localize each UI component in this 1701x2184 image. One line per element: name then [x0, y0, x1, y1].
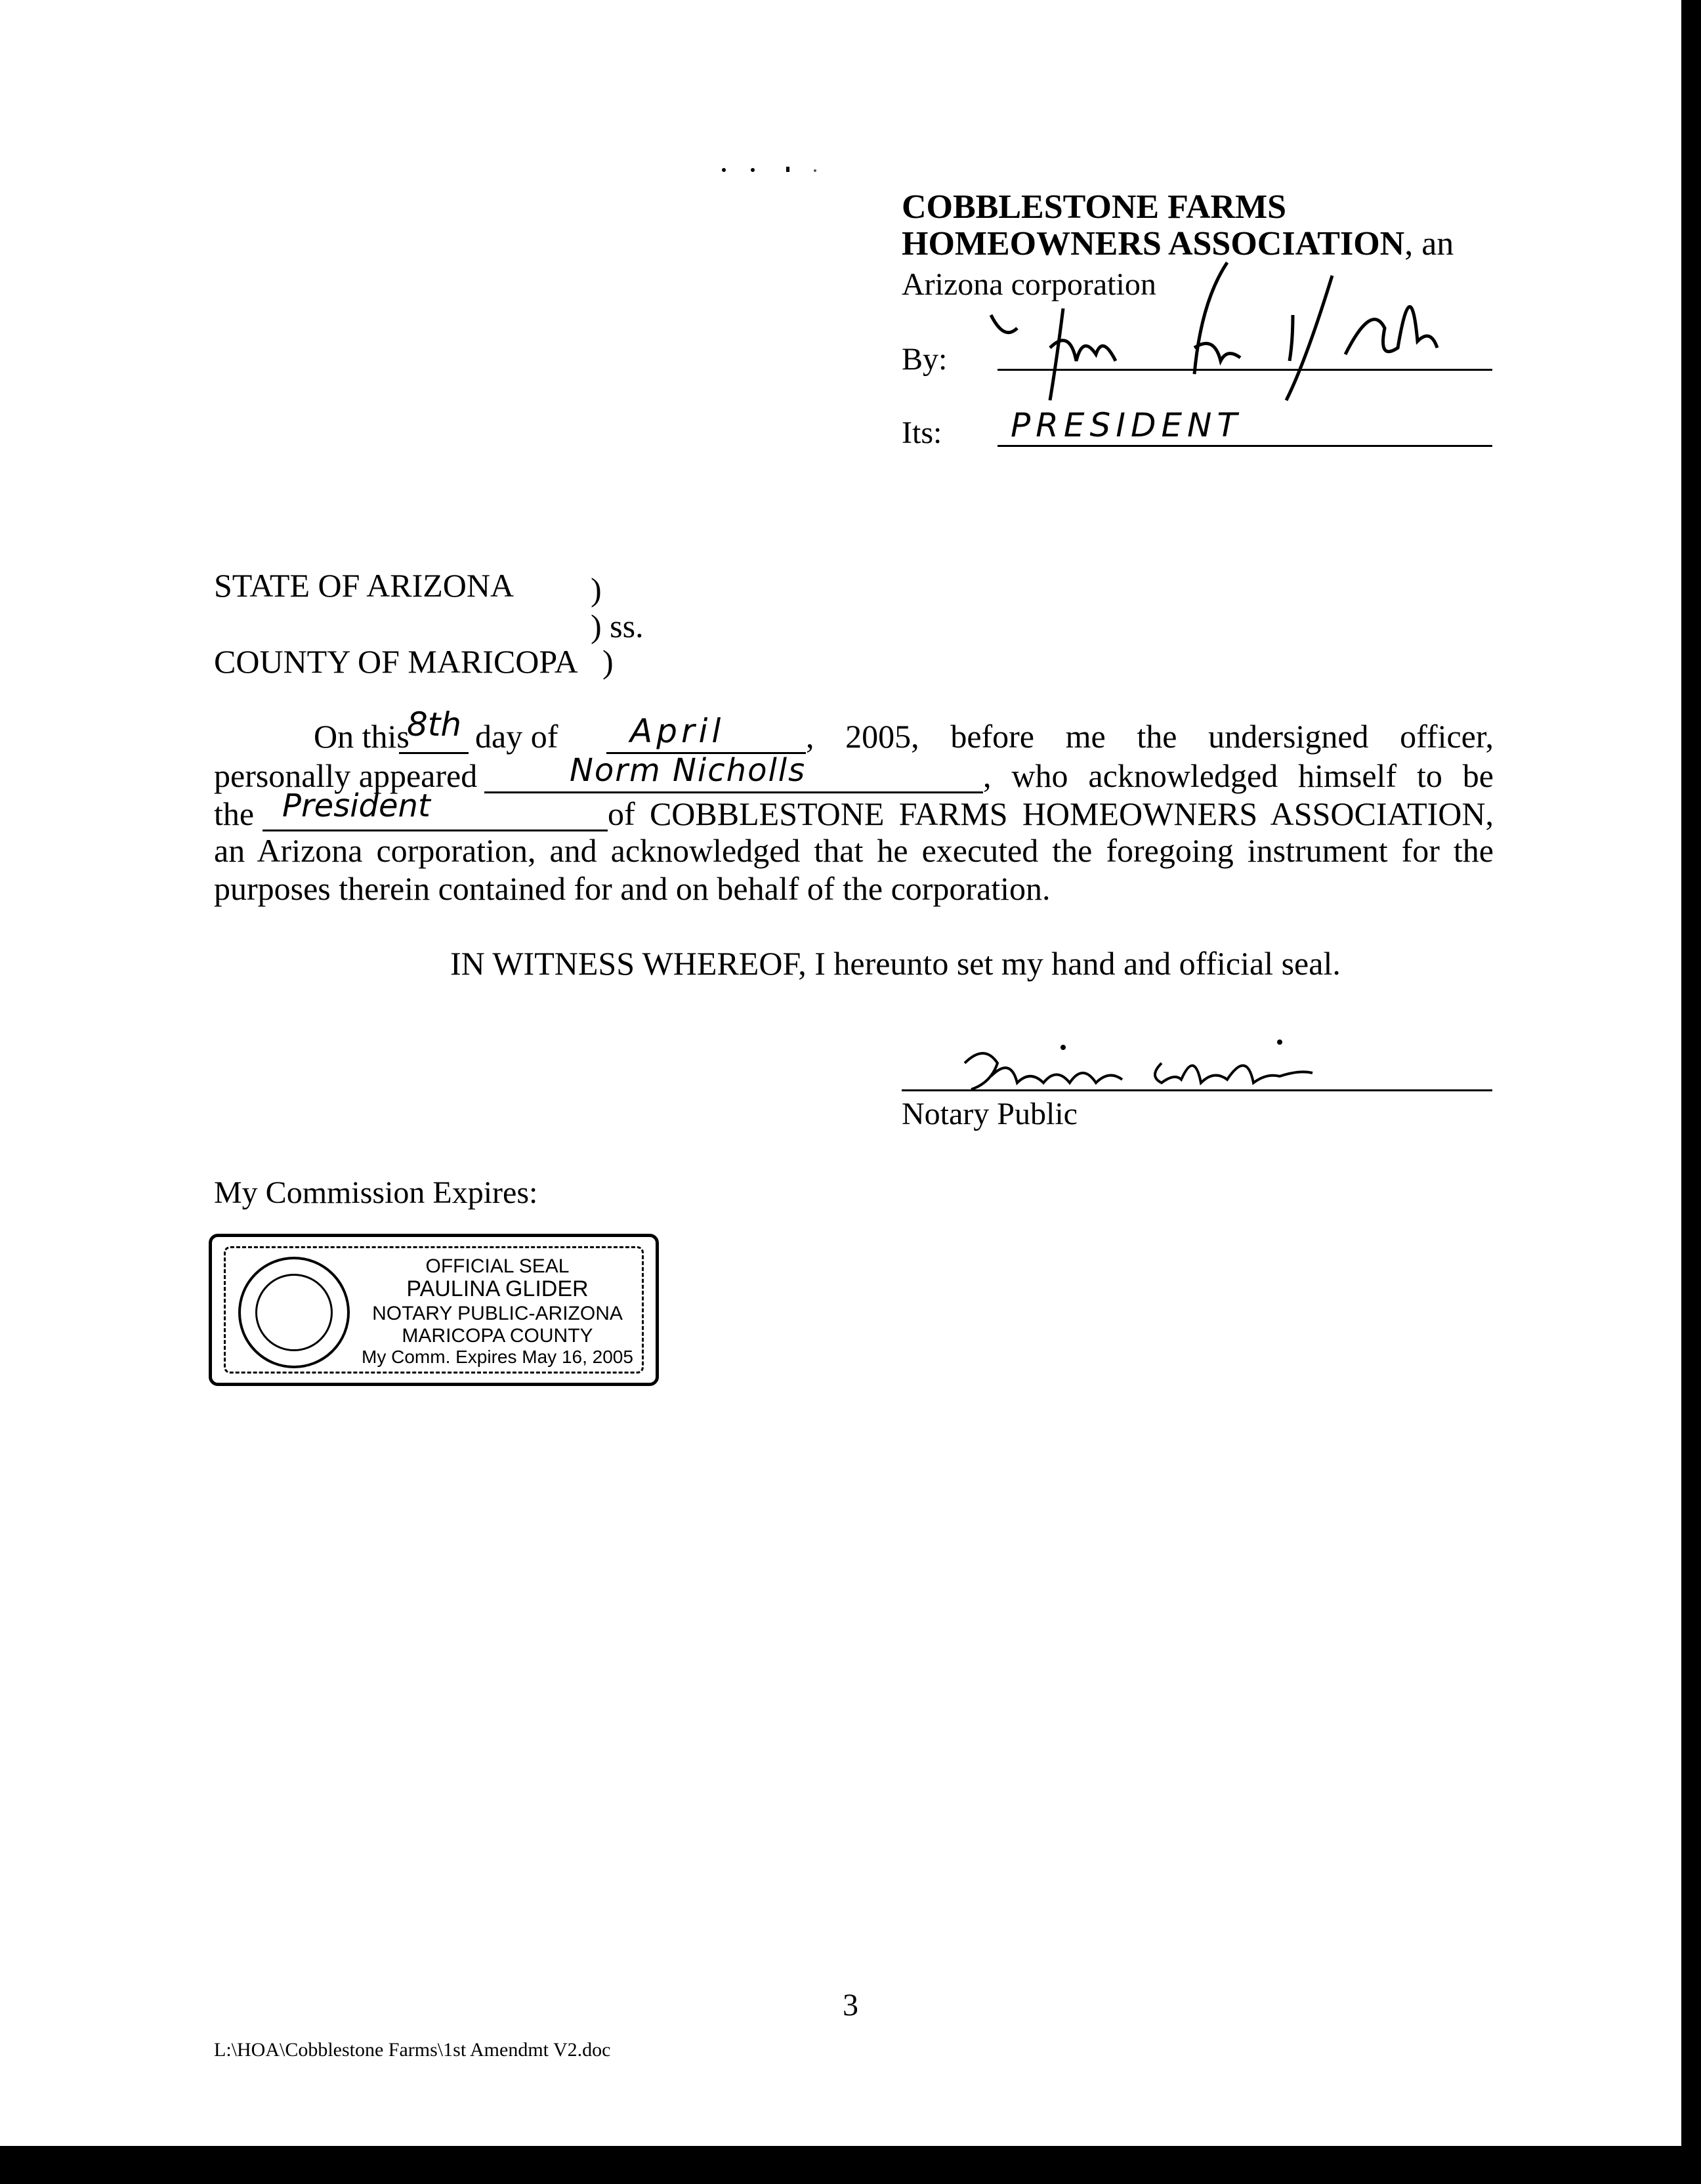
footer-file-path: L:\HOA\Cobblestone Farms\1st Amendmt V2.doc: [214, 2039, 611, 2061]
ack-line4: an Arizona corporation, and acknowledged that he executed the foregoing instrument for the: [214, 832, 1494, 869]
president-signature: [978, 249, 1450, 407]
association-name-suffix: , an: [1404, 225, 1454, 262]
ack-day-of: day of: [475, 718, 558, 755]
seal-line-5: My Comm. Expires May 16, 2005: [362, 1347, 633, 1367]
notary-public-label: Notary Public: [902, 1097, 1078, 1131]
page-number: 3: [843, 1988, 858, 2023]
name-value: Norm Nicholls: [570, 752, 807, 789]
official-seal-stamp: [209, 1234, 659, 1386]
title-value: President: [282, 788, 430, 824]
venue-paren-3: ): [602, 643, 614, 680]
ack-line1-rest: , 2005, before me the undersigned officer,: [806, 718, 1494, 755]
seal-line-2: PAULINA GLIDER: [406, 1276, 589, 1301]
ack-who-acknowledged: , who acknowledged himself to be: [983, 757, 1494, 794]
day-blank: [399, 752, 469, 754]
seal-line-1: OFFICIAL SEAL: [425, 1255, 570, 1277]
venue-paren-1: ): [591, 571, 602, 608]
seal-line-4: MARICOPA COUNTY: [402, 1325, 593, 1347]
ack-of-association: of COBBLESTONE FARMS HOMEOWNERS ASSOCIATION,: [608, 795, 1494, 832]
association-name-line3: Arizona corporation: [902, 267, 1156, 302]
scan-border-bottom: [0, 2146, 1701, 2184]
association-name-line2: HOMEOWNERS ASSOCIATION: [902, 225, 1405, 262]
notary-signature-line: [902, 1089, 1492, 1091]
month-value: April: [630, 712, 725, 750]
arizona-state-seal-icon: [238, 1257, 350, 1368]
name-blank: [484, 791, 983, 793]
scan-specks: [722, 167, 827, 173]
ack-on-this: On this: [314, 718, 410, 755]
by-label: By:: [902, 342, 948, 377]
its-line: [998, 445, 1492, 447]
venue-county: COUNTY OF MARICOPA: [214, 643, 578, 680]
venue-state: STATE OF ARIZONA: [214, 567, 514, 604]
its-label: Its:: [902, 415, 942, 450]
association-name-line1: COBBLESTONE FARMS: [902, 188, 1287, 226]
scan-border-right: [1681, 0, 1701, 2184]
ack-the: the: [214, 795, 255, 832]
day-value: 8th: [407, 705, 462, 744]
seal-line-3: NOTARY PUBLIC-ARIZONA: [372, 1303, 623, 1324]
ack-line5: purposes therein contained for and on behalf of the corporation.: [214, 870, 1051, 907]
commission-expires-label: My Commission Expires:: [214, 1175, 538, 1210]
ack-personally-appeared: personally appeared: [214, 757, 478, 794]
venue-ss: ) ss.: [591, 608, 644, 644]
its-value: PRESIDENT: [1011, 406, 1243, 444]
witness-statement: IN WITNESS WHEREOF, I hereunto set my hand and official seal.: [450, 945, 1341, 982]
